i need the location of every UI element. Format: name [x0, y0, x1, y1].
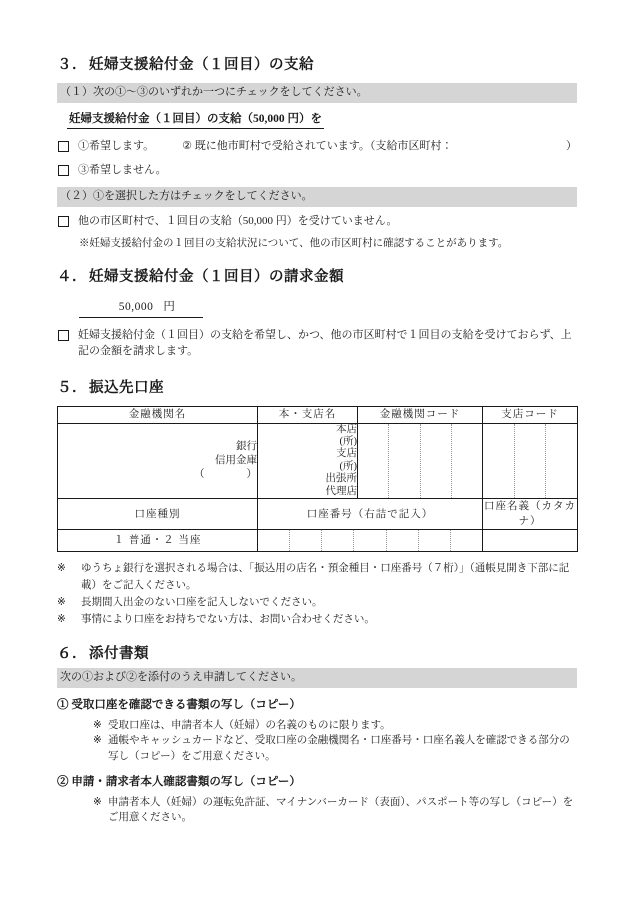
bank-notes-list [57, 561, 577, 628]
institution-type-1: 銀行 [236, 440, 257, 452]
section-5-title: 振込先口座 [89, 379, 164, 396]
section-4-number: ４． [57, 268, 87, 285]
account-holder-cell[interactable] [483, 530, 578, 552]
branch-code-box[interactable] [515, 424, 547, 498]
account-number-box[interactable] [258, 530, 290, 551]
header-account-number: 口座番号（右詰で記入） [258, 498, 483, 529]
section-6 [57, 644, 577, 826]
institution-code-grid [358, 424, 482, 498]
attachment-1-note-1 [93, 718, 577, 734]
table-row-values [58, 423, 578, 498]
branch-type-4: (所) [339, 460, 357, 472]
account-number-box[interactable] [290, 530, 322, 551]
branch-code-box[interactable] [546, 424, 577, 498]
option-row-1 [57, 138, 577, 155]
option-row-3 [57, 162, 577, 179]
institution-type-3: （ ） [194, 468, 257, 480]
bank-note-1 [57, 561, 577, 594]
institution-code-box[interactable] [421, 424, 452, 498]
table-row-headers-2 [58, 498, 578, 529]
option-3-label: ③希望しません。 [78, 163, 167, 176]
account-number-cell[interactable] [258, 530, 483, 552]
claim-amount-field[interactable] [79, 299, 203, 318]
section-5-heading [57, 378, 577, 399]
bank-note-3 [57, 612, 577, 628]
branch-type-2: (所) [339, 436, 357, 448]
branch-code-grid [483, 424, 577, 498]
kome-icon: ※ [57, 596, 66, 608]
account-kind-cell[interactable]: １ 普通・２ 当座 [58, 530, 258, 552]
account-number-box[interactable] [322, 530, 354, 551]
section-3-title: 妊婦支援給付金（１回目）の支給 [89, 57, 314, 73]
section-3-heading [57, 55, 577, 76]
section-6-instruction: 次の①および②を添付のうえ申請してください。 [57, 668, 577, 688]
bank-note-2-text: 長期間入出金のない口座を記入しないでください。 [81, 596, 323, 608]
institution-name-cell[interactable] [58, 423, 258, 498]
section-4-title: 妊婦支援給付金（１回目）の請求金額 [89, 268, 344, 285]
section-6-heading [57, 644, 577, 665]
branch-code-box[interactable] [483, 424, 515, 498]
institution-code-box[interactable] [389, 424, 420, 498]
section-3-instruction-2: （２）①を選択した方はチェックをしてください。 [57, 187, 577, 207]
branch-type-6: 代理店 [325, 485, 357, 497]
claim-amount-unit: 円 [163, 300, 176, 313]
section-5 [57, 378, 577, 629]
header-institution-code: 金融機関コード [358, 406, 483, 423]
account-number-grid [258, 530, 482, 551]
section-4-heading [57, 267, 577, 288]
section-3-instruction-1: （１）次の①～③のいずれか一つにチェックをしてください。 [57, 83, 577, 103]
bank-note-1-text: ゆうちょ銀行を選択される場合は、「振込用の店名・預金種目・口座番号（７桁）」（通帳見開き下部に記載）をご記入ください。 [81, 563, 570, 591]
option-2-closing-paren: ） [566, 140, 577, 153]
account-number-box[interactable] [419, 530, 451, 551]
header-account-holder: 口座名義（カタカナ） [483, 498, 578, 529]
institution-code-cell[interactable] [358, 423, 483, 498]
header-branch-name: 本・支店名 [258, 406, 358, 423]
table-row-values-2 [58, 530, 578, 552]
section-6-number: ６． [57, 646, 87, 663]
section-3-note: ※妊婦支援給付金の１回目の支給状況について、他の市区町村に確認することがあります。 [79, 238, 509, 250]
attachment-2-note-1-text: 申請者本人（妊婦）の運転免許証、マイナンバーカード（表面）、パスポート等の写し（コピー）をご用意ください。 [108, 796, 574, 824]
checkbox-declaration[interactable] [58, 330, 69, 341]
attachment-1-note-2 [93, 733, 577, 765]
bank-note-2 [57, 595, 577, 611]
attachment-1-note-2-text: 通帳やキャッシュカードなど、受取口座の金融機関名・口座番号・口座名義人を確認できる部分の写し（コピー）をご用意ください。 [108, 735, 570, 763]
section-6-title: 添付書類 [89, 646, 149, 663]
section-3-number: ３． [57, 57, 87, 73]
kome-icon: ※ [93, 735, 102, 747]
branch-type-1: 本店 [336, 423, 357, 435]
attachment-1-label: ① 受取口座を確認できる書類の写し（コピー） [57, 698, 301, 711]
attachment-2-label: ② 申請・請求者本人確認書類の写し（コピー） [57, 775, 301, 788]
declaration-row [57, 327, 577, 360]
bank-account-table [57, 406, 578, 553]
branch-type-5: 出張所 [325, 473, 357, 485]
kome-icon: ※ [57, 614, 66, 626]
checkbox-option-4[interactable] [58, 216, 69, 227]
branch-type-3: 支店 [336, 448, 357, 460]
document-content [57, 55, 577, 826]
section-5-number: ５． [57, 379, 87, 396]
account-number-box[interactable] [451, 530, 482, 551]
bank-note-3-text: 事情により口座をお持ちでない方は、お問い合わせください。 [81, 614, 375, 626]
kome-icon: ※ [93, 796, 102, 808]
institution-type-2: 信用金庫 [215, 454, 257, 466]
kome-icon: ※ [57, 563, 66, 575]
header-institution-name: 金融機関名 [58, 406, 258, 423]
institution-code-box[interactable] [358, 424, 389, 498]
section-3 [57, 55, 577, 252]
account-number-box[interactable] [387, 530, 419, 551]
institution-code-box[interactable] [452, 424, 482, 498]
option-1-label: ①希望します。 [78, 140, 155, 153]
checkbox-option-1[interactable] [58, 141, 69, 152]
header-branch-code: 支店コード [483, 406, 578, 423]
kome-icon: ※ [93, 719, 102, 731]
declaration-text: 妊婦支援給付金（１回目）の支給を希望し、かつ、他の市区町村で１回目の支給を受けておらず、上記の金額を請求します。 [78, 328, 572, 358]
checkbox-option-3[interactable] [58, 165, 69, 176]
option-row-4 [57, 213, 577, 230]
attachment-2-note-1 [93, 795, 577, 827]
claim-amount-value: 50,000 [118, 300, 154, 313]
account-number-box[interactable] [354, 530, 386, 551]
section-4 [57, 267, 577, 360]
header-account-kind: 口座種別 [58, 498, 258, 529]
option-4-label: 他の市区町村で、１回目の支給（50,000 円）を受けていません。 [78, 214, 398, 227]
table-row-headers [58, 406, 578, 423]
branch-name-cell[interactable] [258, 423, 358, 498]
attachment-1-note-1-text: 受取口座は、申請者本人（妊婦）の名義のものに限ります。 [108, 719, 391, 731]
branch-code-cell[interactable] [483, 423, 578, 498]
section-3-underlined-heading: 妊婦支援給付金（１回目）の支給（50,000 円）を [67, 111, 324, 130]
option-2-label: ② 既に他市町村で受給されています。（支給市区町村： [182, 140, 453, 153]
